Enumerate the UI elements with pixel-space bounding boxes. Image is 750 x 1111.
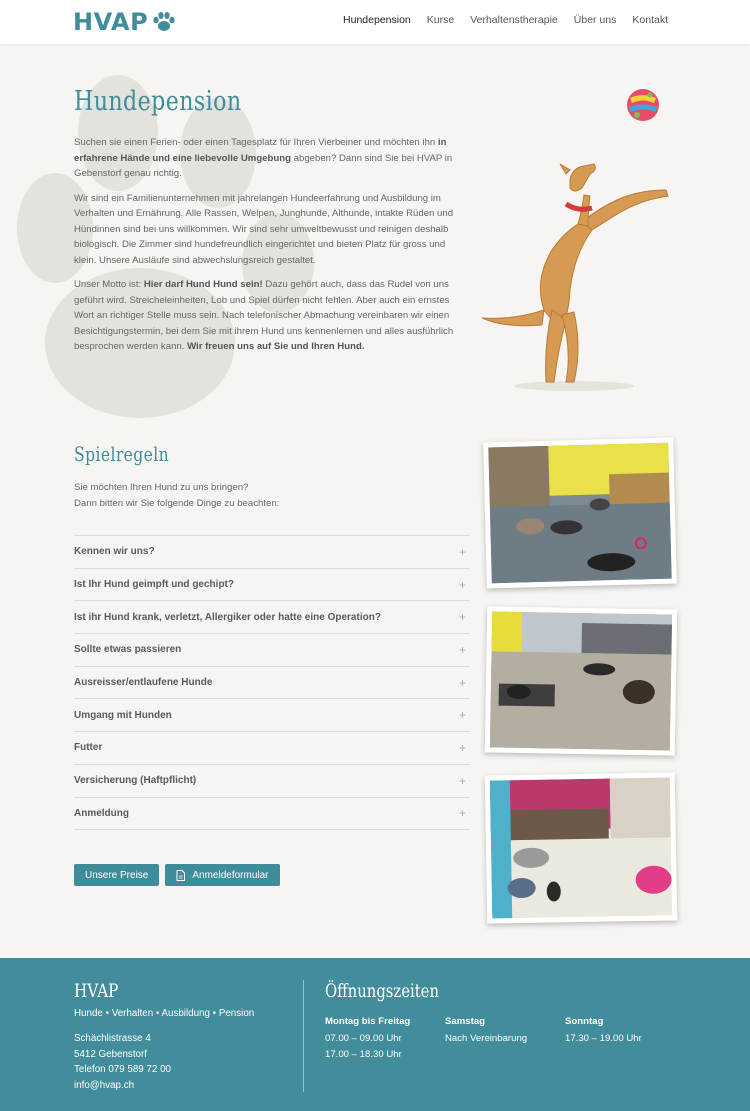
plus-icon: + [458,773,466,788]
accordion-label: Sollte etwas passieren [74,644,182,656]
accordion-label: Ist Ihr Hund geimpft und gechipt? [74,579,234,591]
hours-weekdays [325,1016,445,1062]
footer-hours [325,980,685,1062]
rules-accordion [74,535,470,830]
accordion-label: Versicherung (Haftpflicht) [74,775,197,787]
nav-verhaltenstherapie[interactable]: Verhaltenstherapie [470,14,558,26]
hours-saturday [445,1016,565,1062]
accordion-label: Ausreisser/entlaufene Hunde [74,677,213,689]
nav-kontakt[interactable]: Kontakt [632,14,668,26]
paw-logo-icon [152,11,176,33]
photo-yard-image [488,443,671,584]
accordion-item-anmeldung[interactable] [74,798,470,831]
hours-time: 17.00 – 18.30 Uhr [325,1048,402,1060]
registration-form-label: Anmeldeformular [192,869,269,881]
prices-button-label: Unsere Preise [85,869,149,881]
accordion-label: Kennen wir uns? [74,546,155,558]
photo-outdoor-yard [483,438,677,589]
site-footer [0,958,750,1111]
intro-p3-closing: Wir freuen uns auf Sie und Ihren Hund. [187,341,365,352]
rules-title: Spielregeln [74,442,170,466]
intro-section [74,86,470,364]
nav-hundepension[interactable]: Hundepension [343,14,411,26]
logo[interactable] [73,9,176,35]
action-buttons [74,864,280,886]
footer-divider [303,980,304,1092]
nav-kurse[interactable]: Kurse [426,14,455,26]
ball-image [626,88,660,122]
rules-intro-line-1: Sie möchten Ihren Hund zu uns bringen? [74,482,249,493]
rules-section [74,442,470,830]
hours-time: 17.30 – 19.00 Uhr [565,1033,642,1044]
accordion-item-futter[interactable] [74,732,470,765]
footer-tagline: Hunde • Verhalten • Ausbildung • Pension [74,1008,255,1019]
accordion-item-krank[interactable] [74,601,470,634]
accordion-item-ausreisser[interactable] [74,667,470,700]
hours-time: Nach Vereinbarung [445,1033,528,1044]
intro-p1-bold: in erfahrene Hände und eine liebevolle Umgebung [74,137,447,164]
hours-day: Montag bis Freitag [325,1016,411,1027]
pdf-file-icon [176,870,185,881]
footer-title: HVAP [74,980,119,1002]
photo-indoor-room [485,772,678,923]
accordion-item-versicherung[interactable] [74,765,470,798]
nav-ueber-uns[interactable]: Über uns [573,14,617,26]
plus-icon: + [458,806,466,821]
photo-indoor-image [490,777,672,918]
footer-street: Schächlistrasse 4 [74,1033,151,1044]
photo-paved-image [490,611,672,750]
plus-icon: + [458,675,466,690]
accordion-label: Anmeldung [74,807,129,819]
accordion-label: Futter [74,742,103,754]
plus-icon: + [458,740,466,755]
plus-icon: + [458,610,466,625]
main-nav [343,14,668,26]
plus-icon: + [458,544,466,559]
registration-form-button[interactable] [165,864,279,886]
accordion-item-umgang[interactable] [74,699,470,732]
footer-email[interactable]: info@hvap.ch [74,1079,135,1091]
footer-city: 5412 Gebenstorf [74,1048,147,1060]
accordion-item-passieren[interactable] [74,634,470,667]
hours-title: Öffnungszeiten [325,980,440,1002]
intro-p3-text-b: Dazu gehört auch, dass das Rudel von uns geführt wird. Streicheleinheiten, Lob und Spiel dürfen nicht fehlen. Aber auch ein ernstes Wort an richtiger Stelle muss sein. Nach telefonischer Abmachung vereinbaren wir einen Besichtigungstermin, bei dem Sie mit ihrem Hund uns kennenlernen und alles ausführlich besprochen werden kann. [74,279,454,352]
footer-contact [74,980,254,1093]
prices-button[interactable] [74,864,159,886]
rules-intro-line-2: Dann bitten wir Sie folgende Dinge zu beachten: [74,497,280,509]
accordion-item-geimpft[interactable] [74,569,470,602]
plus-icon: + [458,708,466,723]
intro-p3-motto: Hier darf Hund Hund sein! [143,279,263,290]
intro-p3-text-a: Unser Motto ist: [74,279,144,290]
hours-sunday [565,1016,685,1062]
jumping-dog-image [474,160,684,400]
hours-day: Sonntag [565,1016,604,1027]
photo-paved-yard [485,606,678,755]
site-header [0,0,750,44]
plus-icon: + [458,642,466,657]
rules-intro [74,480,470,511]
hours-day: Samstag [445,1016,485,1027]
intro-p1-text-a: Suchen sie einen Ferien- oder einen Tagesplatz für Ihren Vierbeiner und möchten ihn [74,137,438,148]
logo-text: HVAP [73,8,149,36]
hours-grid [325,1016,685,1062]
intro-paragraph-2: Wir sind ein Familienunternehmen mit jahrelangen Hundeerfahrung und Ausbildung im Verhalten und Ernährung. Alle Rassen, Welpen, Junghunde, Althunde, intakte Rüden und Hündinnen sind bei uns willkommen. Wir sind sehr umweltbewusst und reinigen deshalb biologisch. Die Zimmer sind hundefreundlich eingerichtet und bieten Platz für gross und klein. Unsere Ausläufe sind abwechslungsreich gestaltet. [74,192,454,266]
page-title: Hundepension [74,86,242,117]
accordion-label: Ist ihr Hund krank, verletzt, Allergiker oder hatte eine Operation? [74,611,381,623]
intro-p1-text-b: abgeben? Dann sind Sie bei HVAP in Gebenstorf genau richtig. [74,152,453,179]
accordion-label: Umgang mit Hunden [74,709,172,721]
intro-paragraph-1 [74,135,470,182]
intro-paragraph-3 [74,277,470,355]
accordion-item-kennen[interactable] [74,536,470,569]
footer-phone[interactable]: Telefon 079 589 72 00 [74,1064,171,1075]
hours-time: 07.00 – 09.00 Uhr [325,1033,402,1044]
plus-icon: + [458,577,466,592]
